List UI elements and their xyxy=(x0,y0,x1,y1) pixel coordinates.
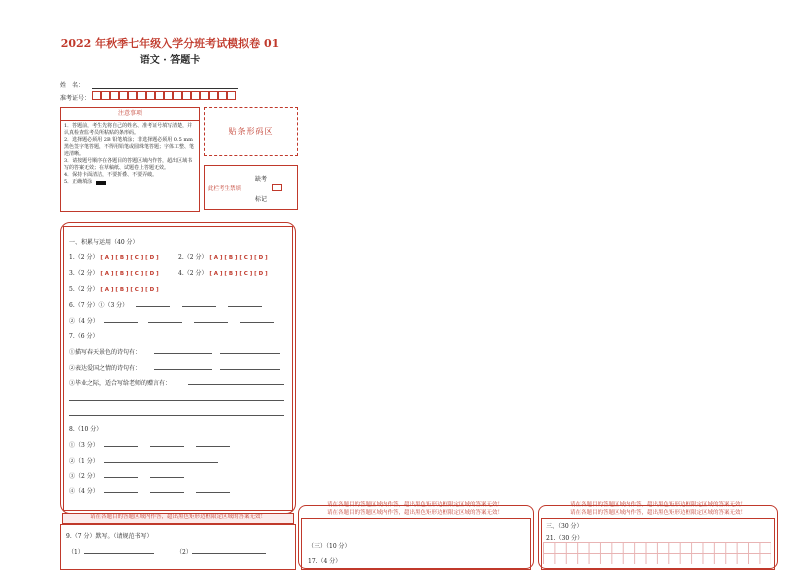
barcode-area xyxy=(204,107,298,156)
notice-item-3: 3．请按题号顺序在各题目的答题区域内作答，超出区域书写的答案无效；在草稿纸、试题卷上答题无效。 xyxy=(64,158,193,171)
q6b-line-1[interactable] xyxy=(104,322,138,323)
q9-b1-label: （1） xyxy=(68,549,84,556)
q6b-line-3[interactable] xyxy=(194,322,228,323)
q7-1-line-1[interactable] xyxy=(154,353,212,354)
q6-line-2[interactable] xyxy=(182,306,216,307)
filled-sample-icon xyxy=(96,181,106,185)
q8-4-line-1[interactable] xyxy=(104,492,138,493)
q21-label: 21.（30 分） xyxy=(546,535,584,542)
q7-3-label: ③毕业之际，适合写给老师的赠言有： xyxy=(69,380,172,387)
notice-item-2: 2．选择题必须用 2B 铅笔填涂；非选择题必须用 0.5 mm 黑色签字笔答题，不得用铅笔或圆珠笔答题；字体工整、笔迹清晰。 xyxy=(64,137,195,157)
section3-sub-label: （三）（10 分） xyxy=(308,543,351,550)
q8-1-label: ①（3 分） xyxy=(69,442,99,449)
q6-line-3[interactable] xyxy=(228,306,262,307)
q8-4-line-3[interactable] xyxy=(196,492,230,493)
q17-label: 17.（4 分） xyxy=(308,558,342,565)
absent-box xyxy=(204,165,298,210)
exam-no-boxes[interactable] xyxy=(92,91,238,101)
section3-label: 三、（30 分） xyxy=(546,523,583,530)
warning-mid-2: 请在各题目的答题区域内作答，超出黑色矩形边框限定区域的答案无效！ xyxy=(326,510,503,516)
q8-3-line-2[interactable] xyxy=(150,477,184,478)
warning-mid-1: 请在各题目的答题区域内作答，超出黑色矩形边框限定区域的答案无效！ xyxy=(326,502,503,508)
absent-top: 缺考 xyxy=(255,176,268,183)
q9-b2-label: （2） xyxy=(176,549,192,556)
q6-line-1[interactable] xyxy=(136,306,170,307)
warning-banner-left: 请在各题目的答题区域内作答，超出黑色矩形边框限定区域的答案无效！ xyxy=(62,513,294,524)
q4[interactable]: 4.（2 分） [ A ] [ B ] [ C ] [ D ] xyxy=(178,270,268,277)
q6b-label: ②（4 分） xyxy=(69,318,99,325)
q8-3-line-1[interactable] xyxy=(104,477,138,478)
q5[interactable]: 5.（2 分） [ A ] [ B ] [ C ] [ D ] xyxy=(69,286,159,293)
page-title: 2022 年秋季七年级入学分班考试模拟卷 01 xyxy=(60,37,280,50)
q9-b1-line[interactable] xyxy=(84,553,154,554)
warning-right-2: 请在各题目的答题区域内作答，超出黑色矩形边框限定区域的答案无效！ xyxy=(569,510,746,516)
q8-1-line-1[interactable] xyxy=(104,446,138,447)
name-field[interactable] xyxy=(92,80,238,89)
q7-1-line-2[interactable] xyxy=(220,353,280,354)
warning-right-1: 请在各题目的答题区域内作答，超出黑色矩形边框限定区域的答案无效！ xyxy=(569,502,746,508)
absent-checkbox[interactable] xyxy=(272,184,282,191)
q8-4-label: ④（4 分） xyxy=(69,488,99,495)
q6b-line-2[interactable] xyxy=(148,322,182,323)
q8-2-label: ②（1 分） xyxy=(69,458,99,465)
notice-item-4: 4．保持卡面清洁，不要折叠、不要弄破。 xyxy=(64,172,158,178)
q7-3-line-2[interactable] xyxy=(69,400,284,401)
q9-b2-line[interactable] xyxy=(192,553,266,554)
q7-1-label: ①描写春天景色的诗句有： xyxy=(69,349,142,356)
q6-label: 6.（7 分）①（3 分） xyxy=(69,302,129,309)
q7-3-line-3[interactable] xyxy=(69,415,284,416)
composition-grid[interactable] xyxy=(543,542,771,564)
notice-item-1: 1．答题前，考生先将自己的姓名、准考证号填写清楚，并认真检查监考员所粘贴的条形码。 xyxy=(64,123,193,136)
q7-3-line-1[interactable] xyxy=(188,384,284,385)
q8-label: 8.（10 分） xyxy=(69,426,103,433)
notice-box xyxy=(60,107,200,212)
q7-2-line-2[interactable] xyxy=(220,369,280,370)
absent-bottom: 标记 xyxy=(255,196,268,203)
q7-2-line-1[interactable] xyxy=(154,369,212,370)
name-label: 姓 名： xyxy=(60,82,85,89)
q8-1-line-3[interactable] xyxy=(196,446,230,447)
q1[interactable]: 1.（2 分） [ A ] [ B ] [ C ] [ D ] xyxy=(69,254,159,261)
q8-4-line-2[interactable] xyxy=(150,492,184,493)
page-subtitle: 语文 · 答题卡 xyxy=(139,55,201,66)
notice-title: 注意事项 xyxy=(61,108,199,121)
q2[interactable]: 2.（2 分） [ A ] [ B ] [ C ] [ D ] xyxy=(178,254,268,261)
exam-no-label: 准考证号： xyxy=(60,95,91,102)
q8-2-line[interactable] xyxy=(104,462,218,463)
q8-3-label: ③（2 分） xyxy=(69,473,99,480)
absent-label: 此栏考生禁填 xyxy=(208,186,242,192)
q6b-line-4[interactable] xyxy=(240,322,274,323)
q9-label: 9.（7 分）默写。（请规范书写） xyxy=(66,533,153,540)
q7-2-label: ②表达爱国之情的诗句有： xyxy=(69,365,142,372)
q8-1-line-2[interactable] xyxy=(150,446,184,447)
notice-item-5: 5．正确填涂 xyxy=(64,179,93,185)
q3[interactable]: 3.（2 分） [ A ] [ B ] [ C ] [ D ] xyxy=(69,270,159,277)
q7-label: 7.（6 分） xyxy=(69,333,99,340)
section1-title: 一、积累与运用（40 分） xyxy=(69,239,139,246)
barcode-label: 贴条形码区 xyxy=(228,127,274,136)
